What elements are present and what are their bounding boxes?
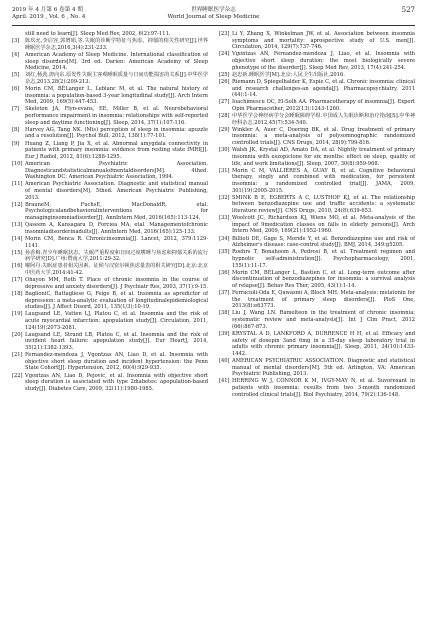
page-number: 527: [401, 6, 415, 14]
reference-text: AMERICAN PSYCHIATRIC ASSOCIATION. Diagnostic and statistical manual of mental disorders[M]. 5th ed. Arlington, VA: American Psychiatric Publishing, 2013.: [232, 357, 415, 378]
journal-title: [12, 7, 415, 21]
reference-item: [219, 79, 415, 99]
reference-text: Skeleton JA, Flyn-evans, EE, Miller B, et al. Neurobehavioral performance impairment in insomnia: relationships with self-reported sleep and daytime functioning[J]. Sleep, 2014, 37(1):107-116.: [25, 106, 208, 126]
reference-text: Riemann D, Spiegelhalder K, Espie C, et al. Chronic insomnia: clinical and research challenges-an agenda[J]. Pharmacopsychiatry, 2011 (44):1-14.: [232, 78, 415, 99]
reference-text: Ohayon MM, Roth T. Place of chronic insomnia in the course of depressive and anxiety disorders[J]. J Psychiatr Res, 2003, 37(1):9-15.: [25, 277, 208, 290]
reference-number: [23]: [219, 31, 230, 37]
reference-number: [25]: [219, 71, 230, 78]
reference-number: [22]: [12, 372, 23, 379]
reference-number: [7]: [12, 106, 20, 113]
reference-number: [11]: [12, 181, 23, 188]
reference-item: [12, 352, 208, 372]
reference-item: [12, 263, 208, 276]
reference-text: HERRING W J, CONNOR K M, IVGY-MAY N, et al. Suvorexant in patients with insomnia: results from two 3-month randomized controlled clinical trials[J]. Biol Psychiatry, 2014, 79(2):136-148.: [232, 378, 415, 398]
reference-item: [219, 310, 415, 330]
reference-text: Winkler A, Auer C, Doering BK, et al. Drug treatment of primary insomnia: a meta-analysis of polysomnographic randomized controlled trials[J]. CNS Drugs, 2014, 28(9):799-816.: [232, 126, 415, 147]
reference-text: BaglioniC, Battagliese G, Feige B, et al. Insomnia as apredictor of depression: a meta-analytic evaluation of longitudinalepidemiological studies[J]. J Affect Disord, 2011, 135(1/3):10-19.: [25, 290, 208, 311]
reference-number: [29]: [219, 126, 230, 133]
reference-number: [35]: [219, 249, 230, 256]
reference-item: [12, 311, 208, 331]
reference-text: Woolcott JC, Richardson KJ, Wiens MO, et al. Meta-analysis of the impact of 9medication classes on falls in elderly persons[J]. Arch Intern Med, 2009, 169(21):1952-1960.: [232, 215, 415, 235]
reference-text: still need to learn[J]. Sleep Med Rev, 2002, 6(2):97-111.: [25, 31, 171, 37]
reference-text: Vgontzas AN, Fernandez-mendoza J, Liao, et al. Insomnia with objective short sleep duration: the most biologically severe phenotype of the disorder[J]. Sleep Med Rev, 2013, 17(4):241-254.: [232, 51, 415, 71]
reference-item: [219, 215, 415, 235]
reference-text: American Psychiatric Association. Diagnostic and statistical manual of mental disorders[M]. 5thed. American Psychiatric Publishing, 2013.: [25, 181, 208, 201]
reference-text: Walsh JK, Krystal AD, Amato DA, et al. Nightly treatment of primary insomnia with eszopiclone for six months: effect on sleep, quality of life, and work limitations[J]. Sleep, 2007, 30(8):959-968.: [232, 147, 415, 167]
reference-item: [219, 358, 415, 378]
reference-number: [15]: [12, 249, 23, 256]
reference-item: [219, 72, 415, 79]
reference-number: [30]: [219, 147, 230, 154]
reference-number: [18]: [12, 290, 23, 297]
reference-text: Li Y, Zhang X, Winkelman JW, et al. Association between insomnia symptoms and mortality: aprospective study of U.S. men[J]. Circulation, 2014, 129(7):737-746.: [232, 31, 415, 51]
reference-item: [12, 72, 208, 85]
reference-text: American Academy of Sleep Medicine. International classification of sleep disorders[M]. 3rd ed. Darien: American Academy of Sleep Medicine, 2014.: [25, 51, 208, 72]
reference-item: [219, 31, 415, 51]
reference-item: [219, 195, 415, 215]
reference-number: [17]: [12, 277, 23, 284]
reference-number: [24]: [219, 51, 230, 58]
running-header: [12, 5, 415, 26]
reference-number: [19]: [12, 311, 23, 318]
reference-number: [12, 31, 25, 38]
reference-number: [6]: [12, 86, 20, 92]
reference-text: 曜阿丹.失眠症患者相关因素、证候与汉密尔顿焦虑量表的相关研究[D].北京:北京中医药大学,2014:41-42.: [25, 263, 208, 277]
reference-item: [219, 127, 415, 147]
reference-number: [36]: [219, 269, 230, 276]
reference-number: [21]: [12, 352, 23, 359]
reference-number: [16]: [12, 263, 23, 270]
reference-item: [219, 147, 415, 167]
reference-text: Harvey AG, Tang NK. (Mis) perception of sleep in insomnia: apuzzle and a resolution[J]. Psychol Bull, 2012, 138(1):77-101.: [25, 126, 208, 140]
reference-text: BrauneM, FuchsE, MacDonaldR, etal. Psychologicalandbehavioralinterventions for managinginsomniadisorder[J]. AnnIntern Med, 2016(165):113-124.: [25, 201, 208, 222]
reference-item: [219, 236, 415, 249]
references-left-column: [12, 31, 208, 622]
references-right-column: [219, 31, 415, 622]
reference-text: Roehrs T, Bonahoom A, Pedrosi B, et al. Treatment regimen and hypnotic self-administration[J]. Psychopharmacology, 2001, 155(1):11-17.: [232, 249, 415, 269]
reference-number: [40]: [219, 357, 230, 364]
reference-text: Ferracioli-Oda E, Qawasmi A, Bloch MH. Meta-analysis: melatonin for the treatment of primary sleep disorders[J]. PloS One, 2013(8):e63773.: [232, 290, 415, 310]
reference-item: [12, 52, 208, 72]
reference-number: [37]: [219, 290, 230, 297]
reference-item: [219, 168, 415, 195]
reference-text: 陈玖允,李启容,郭增娟,等.失眠的诊断学特征与焦虑、抑郁的相关性研究[J].世界睡眠医学杂志,2016,3(4):231-233.: [25, 38, 208, 51]
reference-item: [219, 113, 415, 126]
reference-text: Morin CM, BÉLanger L, Leblanc M, et al. The natural history of insomnia: a population-based 3-year longitudinal study[J]. Arch Intern Med, 2009, 169(5):447-453.: [25, 86, 208, 106]
issue-info-english: April. 2019 , Vol. 6 , No. 4: [12, 14, 86, 20]
reference-item: [12, 106, 208, 126]
reference-item: [12, 236, 208, 249]
reference-text: 中华医学会神经病学分会睡眠障碍学组.中国成人失眠诊断和治疗指南[S].中华神经科杂志,2012,45(7):534-540.: [232, 113, 415, 126]
reference-number: [20]: [12, 331, 23, 338]
reference-text: American Psychiatric Association. Diagnosticandstatisticalmanualofmentaldisorders[M]. 4thed. Washington DC: American Psychiatric Association, 1994.: [25, 160, 208, 181]
reference-item: [12, 161, 208, 181]
reference-text: Huang Z, Liang P, Jia X, et al. Abnormal amygdala connectivity in patients with primary insomnia: evidence from resting state fMRI[J]. Eur J Radiol, 2012, 81(6):1288-1295.: [25, 140, 208, 160]
reference-text: Morin CM, Benca R. Chronicinsomnia[J]. Lancet, 2012, 379:1129-1141.: [25, 235, 208, 249]
reference-item: [12, 222, 208, 235]
reference-item: [219, 51, 415, 71]
reference-number: [41]: [219, 378, 230, 385]
reference-number: [9]: [12, 140, 20, 147]
reference-number: [34]: [219, 235, 230, 242]
reference-item: [12, 202, 208, 222]
reference-item: [12, 277, 208, 290]
reference-item: [12, 250, 208, 263]
journal-title-english: World Journal of Sleep Medicine: [167, 14, 260, 20]
reference-text: Ioachimescu OC, El-Solh AA. Pharmacotherapy of insomnia[J]. Expert Opin Pharmacother, 2012(13):1243-1260.: [232, 99, 415, 112]
reference-number: [5]: [12, 72, 20, 79]
reference-number: [13]: [12, 222, 23, 229]
reference-text: Morin CM, BÉLanger L, Bastien C, et al. Long-term outcome after discontinuation of benzodiazepines for insomnia: a survival analysis of relapse[J]. Behav Res Ther, 2005, 43(1):1-14.: [232, 269, 415, 289]
reference-number: [3]: [12, 38, 20, 45]
reference-number: [14]: [12, 235, 23, 242]
reference-text: SMINK B E, EGBERTS A C, LUSTHOF KJ, et al. The relationship between benzodiazepine use and traffic accidents: a systematic literature review[J]. CNS Drugs, 2010, 24(8):639-653.: [232, 194, 415, 214]
reference-item: [12, 332, 208, 352]
reference-text: Liu J, Wang LN. Ramelteon in the treatment of chronic insomnia: systematic review and meta-analysis[J]. Int J Clin Pract, 2012 (66):867-873.: [232, 310, 415, 330]
reference-text: Morin C M, VALLIÈRES A, GUAY B, et al. Cognitive behavioral therapy, singly and combined with medication, for persistent insomnia: a randomized controlled trial[J]. JAMA, 2009, 301(19):2005-2015.: [232, 167, 415, 194]
reference-item: [219, 378, 415, 398]
reference-item: [219, 249, 415, 269]
reference-text: Billioti DE, Gage S, Moride Y, et al. Benzodiazepine use and risk of Alzheimer's disease: case-control study[J]. BMJ, 2014, 349:g5205.: [232, 235, 415, 249]
reference-item: [12, 141, 208, 161]
reference-item: [12, 86, 208, 106]
reference-item: [219, 331, 415, 358]
reference-number: [33]: [219, 215, 230, 222]
reference-number: [31]: [219, 167, 230, 174]
reference-text: Laugsand LE, Strand LB, Platou C, et al. Insomnia and the risk of incident heart failure: apopulation study[J]. Eur HeartJ, 2014, 35(21):1382-1393.: [25, 331, 208, 352]
reference-item: [12, 127, 208, 140]
reference-item: [219, 270, 415, 290]
reference-text: 孙香梅.青少年睡眠状态、失眠严重程度和日间过度嗜睡与焦虑和抑郁关系的流行病学研究[D].广州:暨南大学,2011:29-32.: [25, 249, 208, 263]
reference-text: Vgontzas AN, Liao D, Pejovic, et al. Insomnia with objective short sleep duration is associated with type 2diabetes: apopulation-based study[J]. Diabetes Care, 2009, 32(11):1980-1985.: [25, 372, 208, 392]
reference-number: [32]: [219, 194, 230, 201]
reference-item: [219, 99, 415, 112]
reference-text: Qaseem A, Kansagara D, Forciea MA, etal. Managementofchronic insomniadisorderinadults[J]. AnnIntern Med, 2016(165):125-133.: [25, 222, 208, 235]
reference-text: Fernandez-mendoza J, Vgontzas AN, Liao D, et al. Insomnia with objective short sleep duration and incident hypertension: the Penn State Cohort[J]. Hypertension, 2012, 60(4):929-935.: [25, 352, 208, 372]
issue-info-chinese: 2019 年 4 月第 6 卷第 4 期: [12, 7, 83, 13]
reference-text: 赵忠新.睡眠医学[M].北京:人民卫生出版社,2016.: [232, 71, 345, 78]
reference-item: [12, 373, 208, 393]
reference-item: [12, 31, 208, 38]
reference-item: [219, 290, 415, 310]
reference-text: Laugsand LE, Vatten LJ, Platou C, et al. Insomnia and the risk of acute myocardial infarction: apopulation study[J]. Circulation, 2011, 124(19):2073-2081.: [25, 311, 208, 331]
reference-number: [10]: [12, 160, 23, 167]
journal-title-chinese: 世界睡眠医学杂志: [191, 7, 236, 13]
reference-number: [4]: [12, 51, 20, 58]
reference-text: 刘红,杨劲,唐向东.原发性失眠主客观睡眠质量与日间功能损害的关系[J].中华医学杂志,2013,28(2):209-213.: [25, 72, 208, 85]
reference-number: [8]: [12, 126, 20, 133]
reference-number: [26]: [219, 78, 230, 85]
reference-number: [38]: [219, 310, 230, 317]
reference-item: [12, 291, 208, 311]
reference-number: [12]: [12, 201, 23, 208]
reference-number: [27]: [219, 99, 230, 106]
reference-item: [12, 38, 208, 51]
reference-number: [28]: [219, 113, 230, 120]
reference-item: [12, 181, 208, 201]
reference-number: [39]: [219, 330, 230, 337]
reference-text: KRYSTAL A D, LANKFORD A, DURRENCE H H, et al. Efficacy and safety of doxepin 3and 6mg in a 35-day sleep laboratory trial in adults with chronic primary insomnia[J]. Sleep, 2011, 34(10):1433-1442.: [232, 330, 415, 357]
